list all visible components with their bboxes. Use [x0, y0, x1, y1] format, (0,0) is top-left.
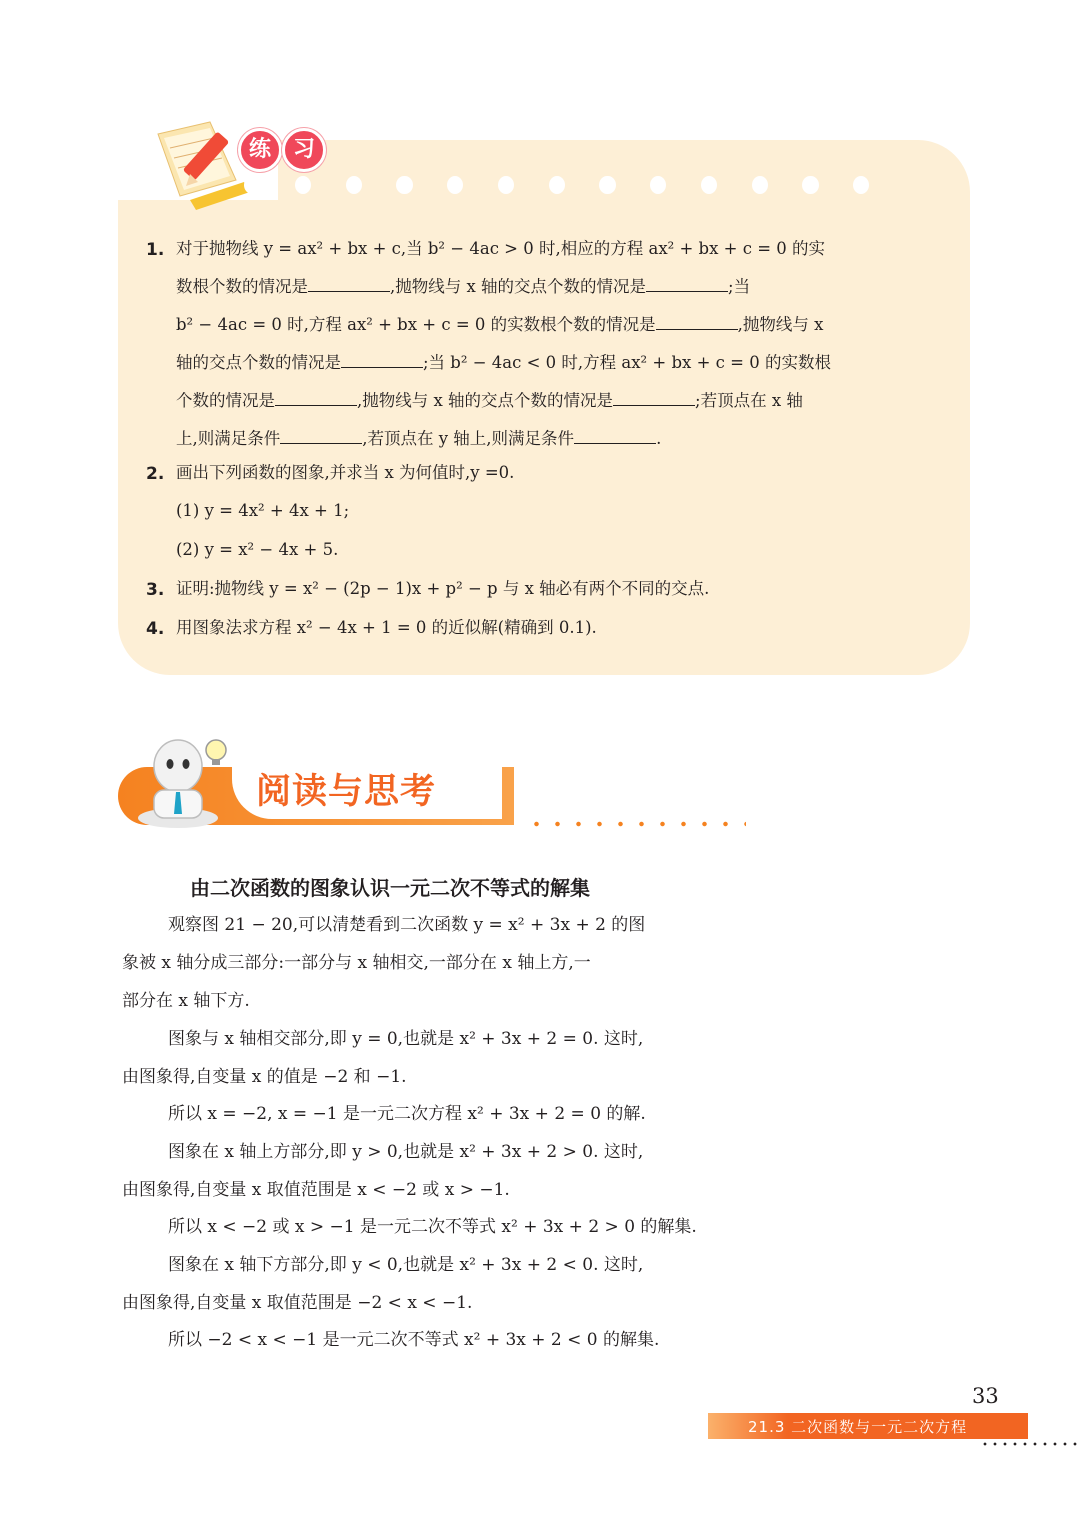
article-line: 所以 x = −2, x = −1 是一元二次方程 x² + 3x + 2 = 0 的解. [168, 1104, 646, 1124]
reading-header-dots [526, 820, 746, 828]
practice-label-badge-2: 习 [282, 128, 326, 172]
q4-line-1: 用图象法求方程 x² − 4x + 1 = 0 的近似解(精确到 0.1). [176, 618, 597, 637]
q1-line-5: 个数的情况是 ,抛物线与 x 轴的交点个数的情况是 ;若顶点在 x 轴 [176, 391, 803, 410]
q2-number: 2. [146, 464, 165, 484]
q1-line-2: 数根个数的情况是 ,抛物线与 x 轴的交点个数的情况是 ;当 [176, 277, 751, 296]
article-line: 象被 x 轴分成三部分:一部分与 x 轴相交,一部分在 x 轴上方,一 [122, 953, 591, 973]
answer-blank[interactable] [656, 315, 738, 330]
q1-line-6: 上,则满足条件 ,若顶点在 y 轴上,则满足条件 . [176, 429, 662, 448]
q1-line-3: b² − 4ac = 0 时,方程 ax² + bx + c = 0 的实数根个数的情况是 ,抛物线与 x [176, 315, 824, 334]
pencil-paper-icon [140, 112, 252, 212]
footer-dots [980, 1441, 1080, 1447]
q1-number: 1. [146, 240, 165, 260]
page-number: 33 [972, 1384, 999, 1408]
article-line: 部分在 x 轴下方. [122, 991, 250, 1011]
article-line: 由图象得,自变量 x 取值范围是 x < −2 或 x > −1. [122, 1180, 510, 1200]
q1-line-4: 轴的交点个数的情况是 ;当 b² − 4ac < 0 时,方程 ax² + bx + c = 0 的实数根 [176, 353, 831, 372]
answer-blank[interactable] [280, 429, 362, 444]
q1-line-1: 对于抛物线 y = ax² + bx + c,当 b² − 4ac > 0 时,相应的方程 ax² + bx + c = 0 的实 [176, 239, 826, 258]
decorative-dots [244, 176, 904, 196]
article-line: 图象与 x 轴相交部分,即 y = 0,也就是 x² + 3x + 2 = 0. 这时, [168, 1029, 644, 1049]
answer-blank[interactable] [275, 391, 357, 406]
q2-line-1: 画出下列函数的图象,并求当 x 为何值时,y =0. [176, 463, 515, 482]
answer-blank[interactable] [574, 429, 656, 444]
article-line: 所以 −2 < x < −1 是一元二次不等式 x² + 3x + 2 < 0 的解集. [168, 1330, 660, 1350]
footer-section-title: 21.3 二次函数与一元二次方程 [748, 1418, 968, 1436]
q4-number: 4. [146, 619, 165, 639]
answer-blank[interactable] [341, 353, 423, 368]
q3-number: 3. [146, 580, 165, 600]
article-title: 由二次函数的图象认识一元二次不等式的解集 [190, 876, 590, 900]
answer-blank[interactable] [308, 277, 390, 292]
q2-sub-2: (2) y = x² − 4x + 5. [176, 540, 339, 559]
article-line: 观察图 21 − 20,可以清楚看到二次函数 y = x² + 3x + 2 的图 [168, 915, 646, 935]
answer-blank[interactable] [646, 277, 728, 292]
answer-blank[interactable] [613, 391, 695, 406]
article-line: 由图象得,自变量 x 的值是 −2 和 −1. [122, 1067, 407, 1087]
article-line: 所以 x < −2 或 x > −1 是一元二次不等式 x² + 3x + 2 > 0 的解集. [168, 1217, 697, 1237]
q3-line-1: 证明:抛物线 y = x² − (2p − 1)x + p² − p 与 x 轴必有两个不同的交点. [176, 579, 710, 598]
reading-mascot-icon [126, 732, 236, 832]
article-line: 图象在 x 轴下方部分,即 y < 0,也就是 x² + 3x + 2 < 0. 这时, [168, 1255, 644, 1275]
practice-label-badge-1: 练 [238, 128, 282, 172]
reading-header-title: 阅读与思考 [256, 772, 437, 812]
article-line: 图象在 x 轴上方部分,即 y > 0,也就是 x² + 3x + 2 > 0. 这时, [168, 1142, 644, 1162]
q2-sub-1: (1) y = 4x² + 4x + 1; [176, 501, 350, 520]
article-line: 由图象得,自变量 x 取值范围是 −2 < x < −1. [122, 1293, 473, 1313]
